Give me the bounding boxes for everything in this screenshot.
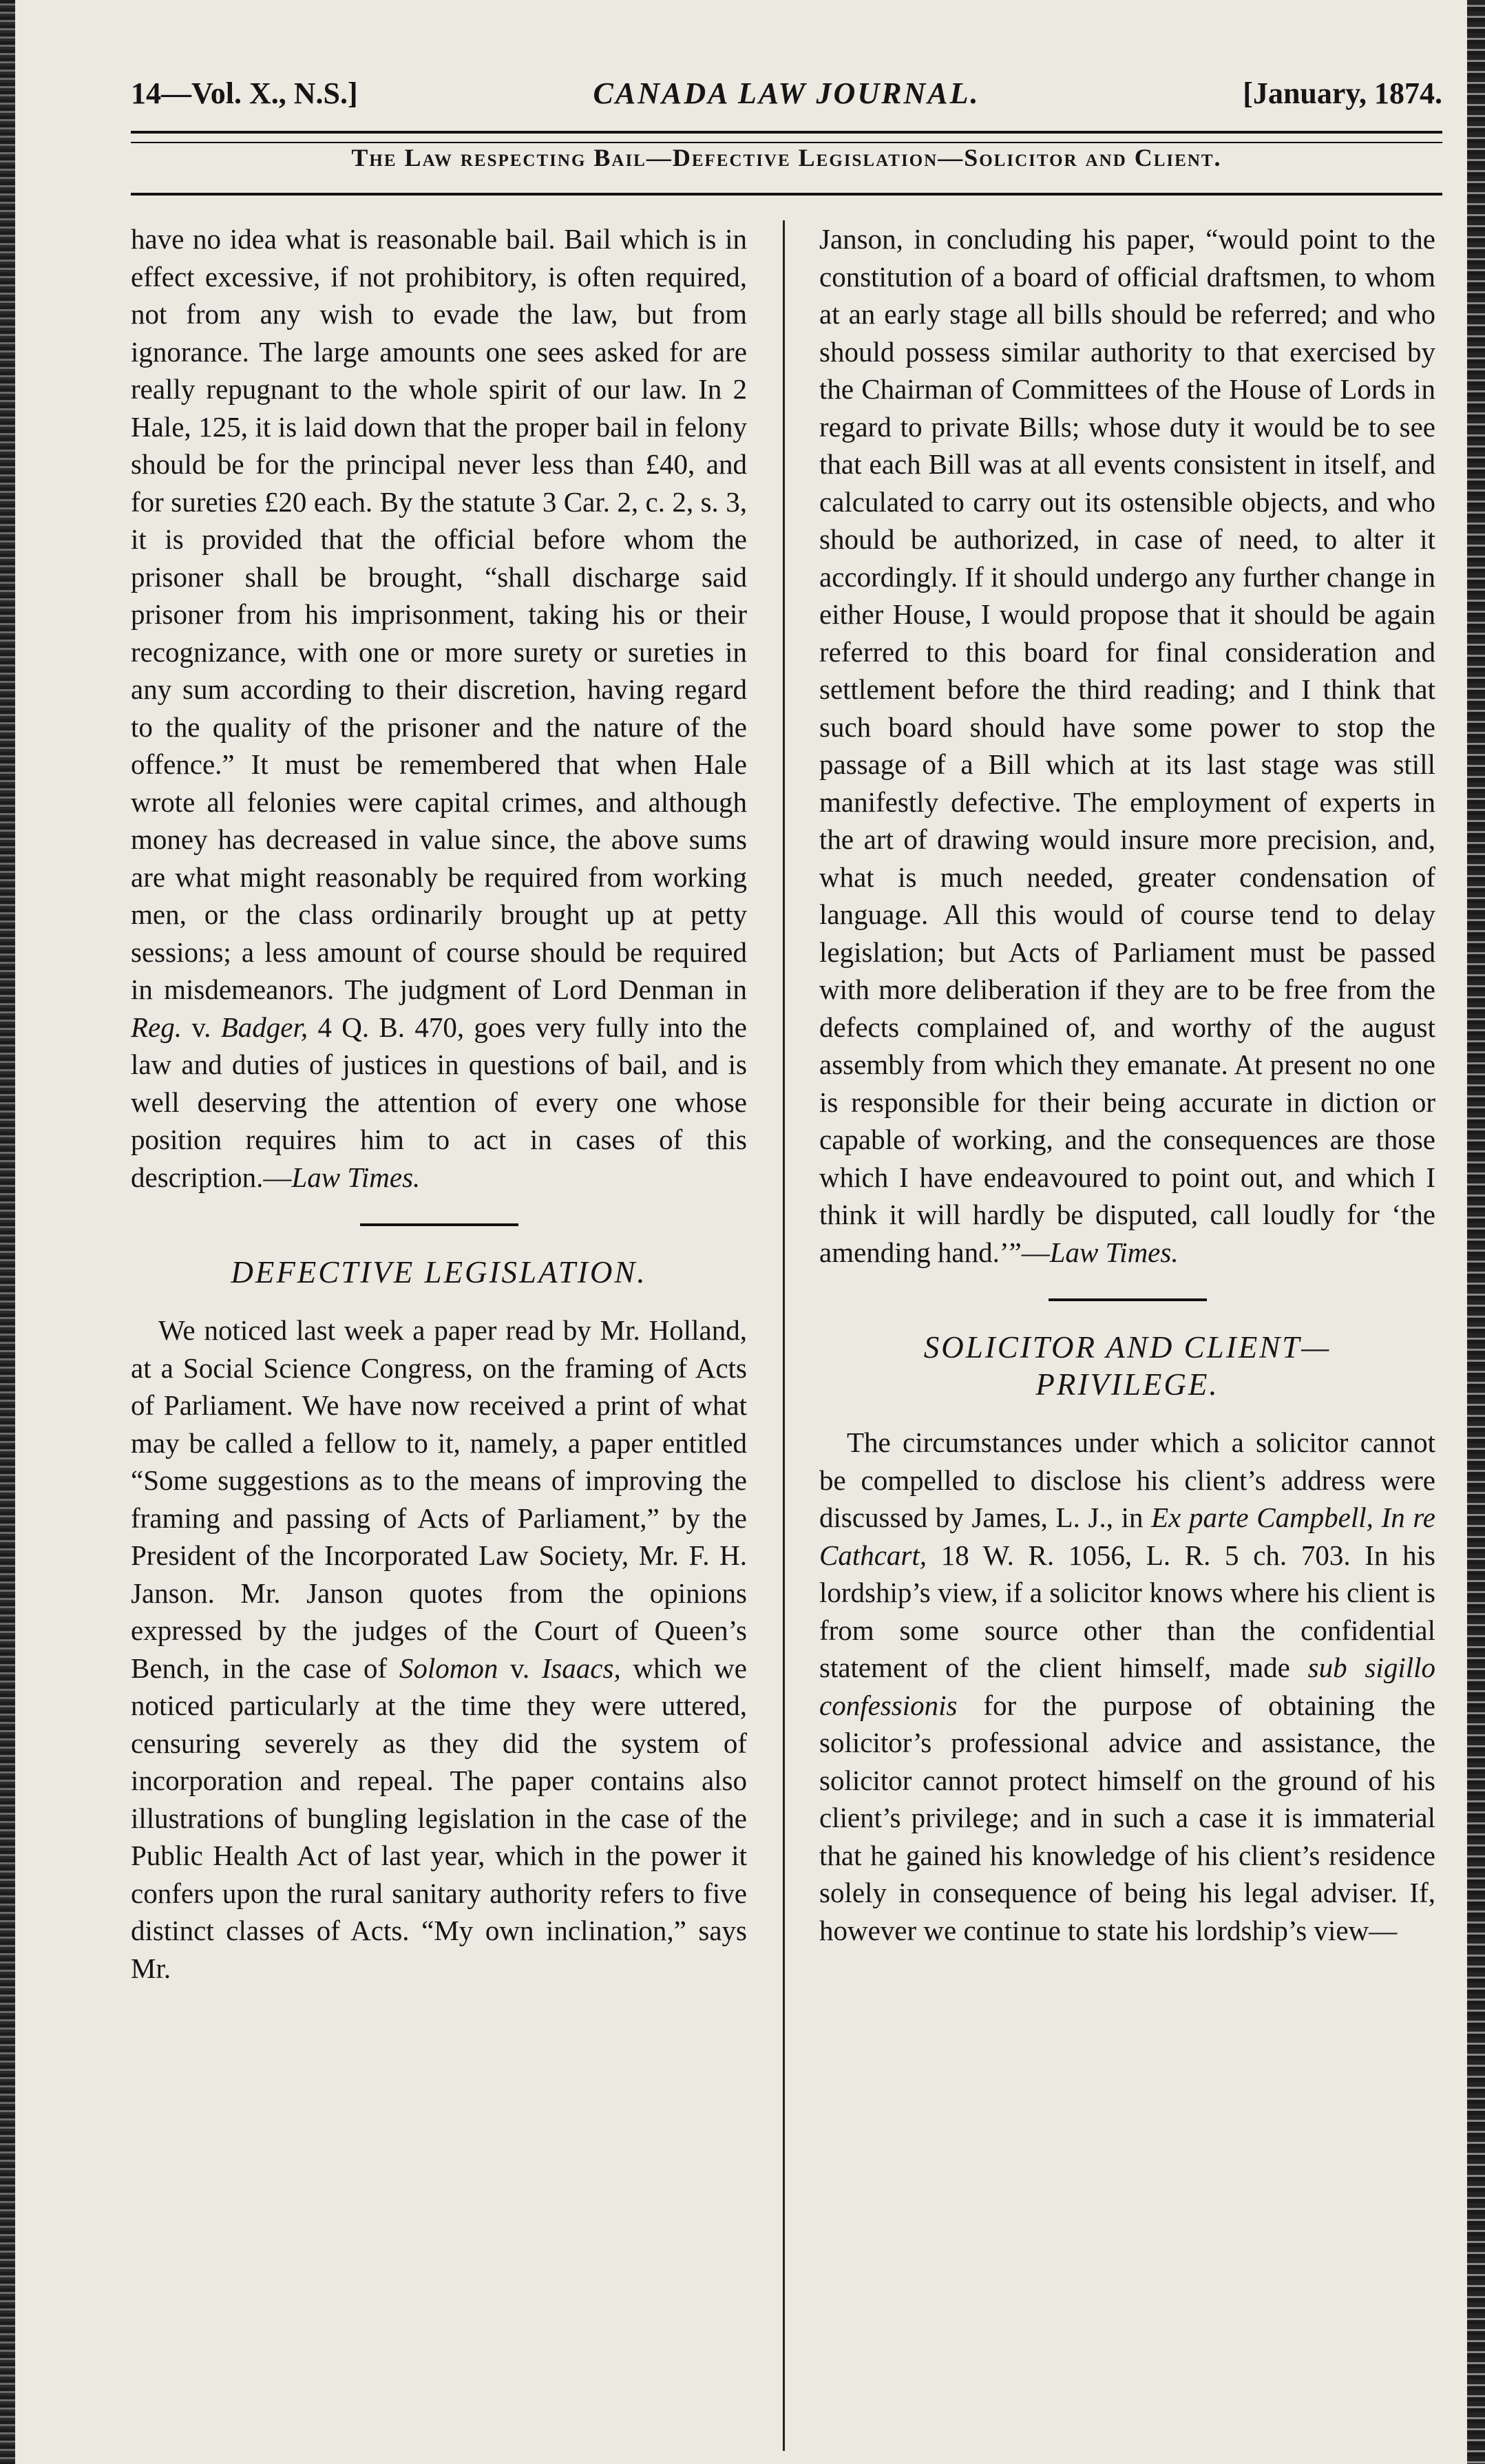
left-column (131, 220, 747, 2451)
right-column (819, 220, 1435, 2451)
subheading-rule (131, 193, 1442, 196)
dl-text: We noticed last week a paper read by Mr. Holland, at a Social Science Congress, on the framing of Acts of Parliament. We have now received a print of what may be called a fellow to it, namely, a paper entitled “Some suggestions as to the means of improving the framing and passing of Acts of Parliament,” by the President of the Incorporated Law Society, Mr. F. H. Janson. Mr. Janson quotes from the opinions expressed by the judges of the Court of Queen’s Bench, in the case of (131, 1314, 747, 1684)
journal-title: CANADA LAW JOURNAL. (593, 76, 980, 110)
section-divider (360, 1223, 518, 1226)
case-name-isaacs: Isaacs, (541, 1652, 621, 1684)
dl-text-continued: which we noticed particularly at the time they were uttered, censuring severely as they did the system of incorporation and repeal. The paper contains also illustrations of bungling legislation in the case of the Public Health Act of last year, which in the power it confers upon the rural sanitary authority refers to five distinct classes of Acts. “My own inclination,” says Mr. (131, 1652, 747, 1984)
section-divider-2 (1049, 1298, 1207, 1301)
section-title-defective-legislation: DEFECTIVE LEGISLATION. (231, 1255, 647, 1289)
case-name-campbell: Ex parte Campbell, In re Cathcart, (819, 1502, 1435, 1571)
scan-edge-left (0, 0, 15, 2464)
latin-phrase: sub sigillo confessionis (819, 1652, 1435, 1721)
case-name-solomon: Solomon (399, 1652, 498, 1684)
dl-continued-text: Janson, in concluding his paper, “would point to the constitution of a board of official draftsmen, to whom at an early stage all bills should be referred; and who should possess similar authority to that exercised by the Chairman of Committees of the House of Lords in regard to private Bills; whose duty it would be to see that each Bill was at all events consistent in itself, and calculated to carry out its ostensible objects, and who should be authorized, in case of need, to alter it accordingly. If it should undergo any further change in either House, I would propose that it should be again referred to this board for final consideration and settlement before the third reading; and I think that such board should have some power to stop the passage of a Bill which at its last stage was still manifestly defective. The employment of experts in the art of drawing would insure more precision, and, what is much needed, greater condensation of language. All this would of course tend to delay legislation; but Acts of Parliament must be passed with more deliberation if they are to be free from the defects complained of, and worthy of the august assembly from which they emanate. At present no one is responsible for their being accurate in diction or capable of working, and the consequences are those which I have endeavoured to point out, and which I think it will hardly be disputed, call loudly for ‘the amending hand.’”— (819, 223, 1435, 1268)
sc-text: The circumstances under which a solicitor cannot be compelled to disclose his client’s address were discussed by James, L. J., in (819, 1426, 1435, 1533)
dl-source: Law Times. (1049, 1236, 1179, 1268)
page-subheading: The Law respecting Bail—Defective Legislation—Solicitor and Client. (351, 144, 1222, 171)
bail-text: have no idea what is reasonable bail. Bail which is in effect excessive, if not prohibitory, is often required, not from any wish to evade the law, but from ignorance. The large amounts one sees asked for are really repugnant to the whole spirit of our law. In 2 Hale, 125, it is laid down that the proper bail in felony should be for the principal never less than £40, and for sureties £20 each. By the statute 3 Car. 2, c. 2, s. 3, it is provided that the official before whom the prisoner shall be brought, “shall discharge said prisoner from his imprisonment, taking his or their recognizance, with one or more surety or sureties in any sum according to their discretion, having regard to the quality of the prisoner and the nature of the offence.” It must be remembered that when Hale wrote all felonies were capital crimes, and although money has decreased in value since, the above sums are what might reasonably be required from working men, or the class ordinarily brought up at petty sessions; a less amount of course should be required in misdemeanors. The judgment of Lord Denman in (131, 223, 747, 1005)
issue-date: [January, 1874. (1243, 76, 1442, 110)
sc-text-continued: 18 W. R. 1056, L. R. 5 ch. 703. In his lordship’s view, if a solicitor knows where his client is from some source other than the confidential statement of the client himself, made (819, 1539, 1435, 1683)
running-head (131, 55, 1442, 131)
bail-source: Law Times. (291, 1161, 421, 1193)
defective-legislation-continued (819, 220, 1435, 1271)
case-name-badger: Badger, (220, 1011, 308, 1043)
defective-legislation-paragraph (131, 1312, 747, 1987)
journal-page (131, 55, 1442, 2451)
header-double-rule (131, 131, 1442, 143)
sc-text-end: for the purpose of obtaining the solicitor’s professional advice and assistance, the solicitor cannot protect himself on the ground of his client’s privilege; and in such a case it is immaterial that he gained his knowledge of his client’s residence solely in consequence of being his legal adviser. If, however we continue to state his lordship’s view— (819, 1689, 1435, 1946)
bail-text-continued: 4 Q. B. 470, goes very fully into the law and duties of justices in questions of bail, and is well deserving the attention of every one whose position requires him to act in cases of this description.— (131, 1011, 747, 1193)
case-versus-2: v. (498, 1652, 542, 1684)
column-divider (783, 220, 785, 2451)
page-volume: 14—Vol. X., N.S.] (131, 76, 358, 110)
bail-article-paragraph (131, 220, 747, 1196)
section-title-line-1: SOLICITOR AND CLIENT— (923, 1330, 1331, 1365)
case-name-reg: Reg. (131, 1011, 182, 1043)
section-title-solicitor-client (819, 1329, 1435, 1403)
text-columns (131, 220, 1442, 2451)
scan-edge-right (1467, 0, 1485, 2464)
case-versus: v. (182, 1011, 221, 1043)
section-title-line-2: PRIVILEGE. (1035, 1367, 1219, 1402)
solicitor-client-paragraph (819, 1424, 1435, 1949)
